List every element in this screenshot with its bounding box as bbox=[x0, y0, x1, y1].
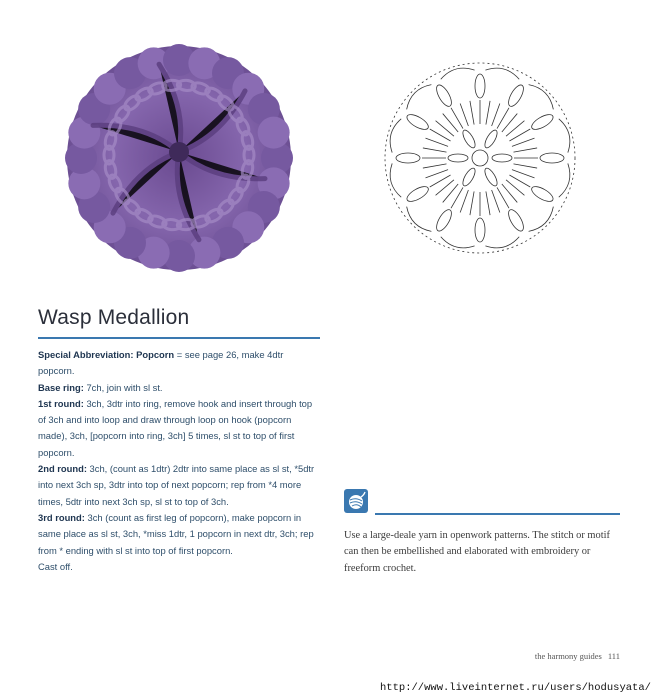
pattern-title: Wasp Medallion bbox=[38, 306, 190, 329]
round-1: 1st round: 3ch, 3dtr into ring, remove hook and insert through top of 3ch and into loop and draw through loop on hook (popcorn made), 3ch, [popcorn into ring, 3ch] 5 times, sl st to top of first popcorn. bbox=[38, 397, 313, 458]
tip-divider bbox=[375, 513, 620, 515]
yarn-ball-icon bbox=[344, 489, 368, 513]
page-footer bbox=[460, 651, 620, 661]
round-3: 3rd round: 3ch (count as first leg of popcorn), make popcorn in same place as sl st, 3ch, *miss 1dtr, 1 popcorn in next dtr, 3ch; rep from * ending with sl st into top of first popcorn. bbox=[38, 511, 314, 556]
page-number: 111 bbox=[607, 651, 620, 661]
round-2-label: 2nd round: bbox=[38, 463, 87, 475]
round-1-label: 1st round: bbox=[38, 397, 84, 409]
book-title: the harmony guides bbox=[534, 651, 602, 661]
crochet-chart-diagram bbox=[380, 58, 580, 258]
special-abbreviation-label: Special Abbreviation: Popcorn bbox=[38, 349, 175, 360]
pattern-instructions bbox=[38, 347, 322, 575]
tip-text: Use a large-deale yarn in openwork patterns. The stitch or motif can then be embellished and elaborated with embroidery or freeform crochet. bbox=[344, 530, 610, 574]
title-divider bbox=[38, 337, 320, 339]
watermark-url: http://www.liveinternet.ru/users/hodusyata/ bbox=[380, 682, 651, 694]
cast-off: Cast off. bbox=[38, 560, 73, 572]
medallion-photo bbox=[62, 40, 297, 275]
base-ring: Base ring: 7ch, join with sl st. bbox=[38, 381, 163, 393]
base-ring-label: Base ring: bbox=[38, 381, 84, 393]
round-2: 2nd round: 3ch, (count as 1dtr) 2dtr into same place as sl st, *5dtr into next 3ch sp, 3dtr into top of next popcorn; rep from *4 more times, 5dtr into next 3ch sp, sl st to top of 3ch. bbox=[38, 463, 315, 507]
round-3-label: 3rd round: bbox=[38, 511, 85, 523]
special-abbreviation: Special Abbreviation: Popcorn = see page 26, make 4dtr popcorn. bbox=[38, 349, 284, 377]
